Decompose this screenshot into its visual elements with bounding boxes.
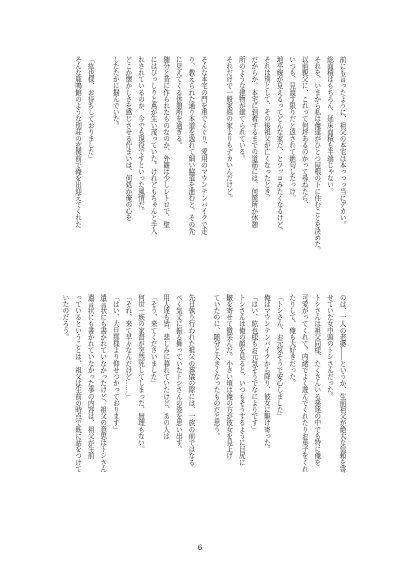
text-line: 以前親父に、これって何坪あるのかって尋ねたら、 <box>300 56 309 208</box>
text-line: どこか懐かしさを感じさせる佇まいは、何処か俺の心を <box>123 56 132 221</box>
text-line: ていたのに、随分と大きくなったものだと思う。 <box>212 294 221 440</box>
text-line: 俺はマウンテンバイクから降り、彼女に駆け寄った。 <box>262 294 271 453</box>
text-line: 可愛がってくれて、内緒でよく遊んでくれたりお菓子をくれ <box>300 294 309 473</box>
text-line: 「紘也様、お待ちしておりました」 <box>86 56 95 162</box>
text-line: だからか、本宅に到着するまでの道筋には、何箇所か休憩 <box>249 56 258 228</box>
text-line: 「それ、来て早々なんだけど……」 <box>123 294 132 400</box>
text-line <box>96 56 109 284</box>
text-line: り、教えられた通り本道を逸れて細い脇道を進むと、その先 <box>186 56 195 235</box>
text-line: れされているのか、今でも現役ですといった風情だ。 <box>136 56 145 215</box>
text-block-bottom <box>52 294 348 522</box>
text-line: いたのだろう。 <box>60 294 69 341</box>
text-line: 用人達も皆、悲しみに暮れていたけど、あの人は <box>161 294 170 440</box>
text-line: 所のような建物が建てられている。 <box>237 56 246 162</box>
text-line: 前にも言ったように、祖父の本宅は本っっっ当にデカい。 <box>338 56 346 228</box>
text-line: 遺言状にも書かれていなかったけど、祖父の意思はトシさん <box>98 294 107 473</box>
text-line: それだけで一般家庭の家よりもデカいんだけど。 <box>224 56 233 202</box>
text-line: にはびっしりと蔦が生い茂っていた。けれどもちゃんと手入 <box>149 56 158 235</box>
text-line: っているということは、祖父は生前の時点で既に話をつけて <box>73 294 82 473</box>
text-line: トシさんは祖父同様、たくさんいる孫達の中でも特に俺を <box>312 294 321 466</box>
text-line: 「はい、紘也様もお元気そうでなによりです」 <box>249 294 258 433</box>
text-line: 随分と昔に作られたものなのか、外観は少しレトロで、壁 <box>161 56 170 228</box>
text-line: 「トシさん、お元気そうで安心しました」 <box>275 294 284 420</box>
text-line: たりして、俺も大好きだった。 <box>287 294 296 387</box>
text-line: せていた女中頭のトシさんだった。 <box>325 294 334 400</box>
text-line: 地平線が見えるってどんな家だ、とツッコみたくなるけど、 <box>275 56 284 235</box>
text-line: 「はい、大旦那様より仰せつかっております」 <box>111 294 120 433</box>
text-line <box>209 56 222 284</box>
text-line: そんな鹿鳴館のような別荘の玄関前で俺を出迎えてくれた <box>73 56 82 228</box>
text-line: 先日執り行われた祖父の葬儀の際には、一族の前ではなる <box>186 294 195 466</box>
text-block-top <box>52 56 348 284</box>
text-line: トシさんは俺の顔を見ると、いつもそうするように目尻に <box>237 294 246 466</box>
text-line: いつも、見渡す限りだと返されて絶句したっけ。 <box>287 56 296 202</box>
text-line: したたかに掴んでいた。 <box>111 56 120 129</box>
text-line: それは別として、その後祖父が亡くなったとき、 <box>262 56 271 202</box>
text-line: べく気丈に振る舞っていたトシさんの姿を思い出す。 <box>174 294 183 453</box>
text-line: それを、いまから私は俺達がひとつ屋根の下に住むことを決めた。 <box>312 56 321 254</box>
page-number: 6 <box>197 544 203 552</box>
text-line: のは、一人の老婆――というか、生前祖父が絶大な信頼を寄 <box>338 294 346 473</box>
text-line: に見えてくる休憩所を過ぎる。 <box>174 56 183 149</box>
text-line: 何世一族の家督が突然死してしまった、無理もない。 <box>136 294 145 453</box>
text-line: そんな本宅の門を車でくぐり、愛用のマウンテンバイクで走 <box>199 56 208 235</box>
text-line: 「そう、来てくださいました」 <box>149 294 158 387</box>
text-line: 皺を寄せて微笑んだ。小さい頃は俺の方が彼女を見上げ <box>224 294 233 459</box>
text-line: 遺言状にも書かれていなかった事の内容は、祖父が生前 <box>86 294 95 459</box>
text-line: 総面積はもちろん、延床面積も半端じゃない。 <box>325 56 334 195</box>
text-line <box>197 294 210 522</box>
